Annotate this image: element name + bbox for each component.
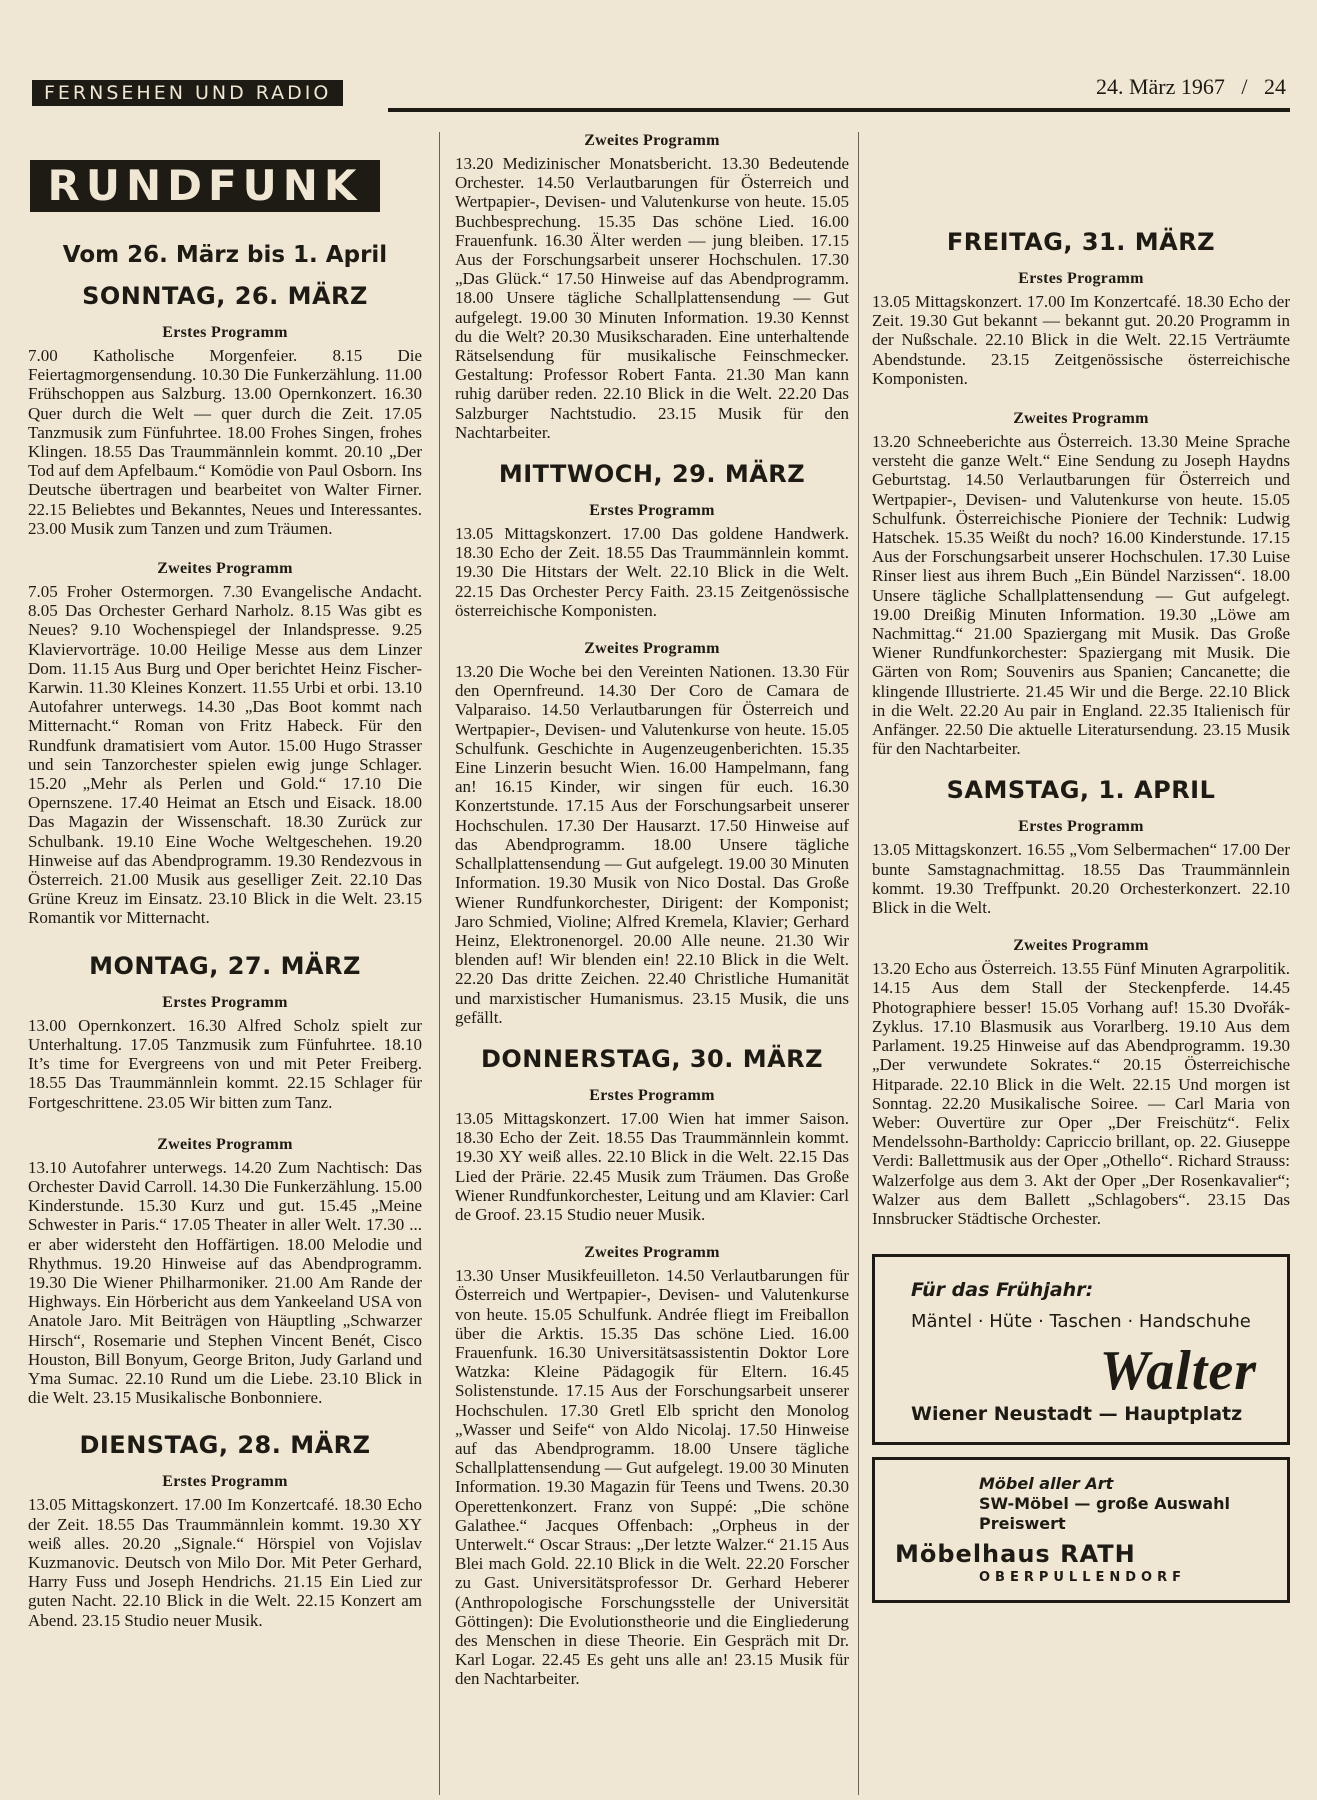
program-label: Zweites Programm bbox=[584, 640, 720, 658]
ad-line: Möbel aller Art bbox=[979, 1474, 1114, 1494]
program-label: Zweites Programm bbox=[1013, 937, 1149, 955]
column-divider bbox=[439, 132, 440, 1795]
program-label: Erstes Programm bbox=[162, 1473, 288, 1491]
program-label: Erstes Programm bbox=[589, 1086, 715, 1104]
program-listing: 13.30 Unser Musikfeuilleton. 14.50 Verlautbarungen für Österreich und Wertpapier-, Devisen- und Valutenkurse von heute. 15.05 Schulfunk. Andrée fliegt im Freiballon über die Arktis. 15.35 Das schöne Lied. 16.00 Frauenfunk. 16.30 Universitätsassistentin Doktor Lore Watzka: Kleine Pädagogik für Eltern. 16.45 Solistenstunde. 17.15 Aus der Forschungsarbeit unserer Hochschulen. 17.30 Gretl Elb spricht den Monolog „Wasser und Seife“ von Aldo Nicolaj. 17.50 Hinweise auf das Abendprogramm. 18.00 Unsere tägliche Schallplattensendung — Gut aufgelegt. 19.00 30 Minuten Information. 19.30 Magazin für Teens und Twens. 20.30 Operettenkonzert. Franz von Suppé: „Die schöne Galathee.“ Jacques Offenbach: „Orpheus in der Unterwelt.“ Oscar Straus: „Der letzte Walzer.“ 21.15 Aus Blei mach Gold. 22.10 Blick in die Welt. 22.20 Forscher zu Gast. Universitätsprofessor Dr. Gerhard Heberer (Anthropologische Forschungsstelle der Universität Göttingen): Die Evolutionstheorie und die Eingliederung des Menschen in diese Theorie. Ein Gespräch mit Dr. Karl Logar. 22.45 Es geht uns alle an! 23.15 Musik für den Nachtarbeiter. bbox=[455, 1266, 849, 1689]
column-1 bbox=[28, 132, 422, 1630]
program-listing: 13.20 Schneeberichte aus Österreich. 13.30 Meine Sprache versteht die ganze Welt.“ Eine Sendung zu Joseph Haydns Geburtstag. 14.50 Verlautbarungen für Österreich und Wertpapier-, Devisen- und Valutenkurse von heute. 15.05 Schulfunk. Österreichische Pioniere der Technik: Ludwig Hatschek. 15.35 Weißt du noch? 16.00 Kinderstunde. 17.15 Aus der Forschungsarbeit unserer Hochschulen. 17.30 Luise Rinser liest aus ihrem Buch „Ein Bündel Narzissen“. 18.00 Unsere tägliche Schallplattensendung — Gut aufgelegt. 19.00 Dreißig Minuten Information. 19.30 „Löwe am Nachmittag.“ 21.00 Spaziergang mit Musik. Das Große Wiener Rundfunkorchester: Spaziergang mit Musik. Die Gärten von Rom; Souvenirs aus Spanien; Cancanette; die klingende Illustrierte. 21.45 Wir und die Berge. 22.10 Blick in die Welt. 22.20 Au pair in England. 22.35 Italienisch für Anfänger. 22.50 Die aktuelle Literatursendung. 23.15 Musik für den Nachtarbeiter. bbox=[872, 432, 1290, 759]
program-label: Erstes Programm bbox=[1018, 818, 1144, 836]
page-header bbox=[28, 70, 1290, 114]
ad-tagline: Für das Frühjahr: bbox=[911, 1279, 1094, 1302]
dateline bbox=[1096, 74, 1286, 100]
day-heading-tuesday: DIENSTAG, 28. MÄRZ bbox=[79, 1431, 371, 1460]
program-listing: 13.20 Die Woche bei den Vereinten Nationen. 13.30 Für den Opernfreund. 14.30 Der Coro de Camara de Valparaiso. 14.50 Verlautbarungen für Österreich und Wertpapier-, Devisen- und Valutenkurse von heute. 15.05 Schulfunk. Geschichte in Augenzeugenberichten. 15.35 Eine Linzerin besucht Wien. 16.00 Hampelmann, fang an! 16.15 Kinder, wir singen für euch. 16.30 Konzertstunde. 17.15 Aus der Forschungsarbeit unserer Hochschulen. 17.30 Der Hausarzt. 17.50 Hinweise auf das Abendprogramm. 18.00 Unsere tägliche Schallplattensendung — Gut aufgelegt. 19.00 30 Minuten Information. 19.30 Musik von Nico Dostal. Das Große Wiener Rundfunkorchester, Dirigent: der Komponist; Jaro Schmied, Violine; Alfred Kremela, Klavier; Gerhard Heinz, Elektronenorgel. 20.00 Alle neune. 21.30 Wir blenden auf! Wir blenden ein! 22.10 Blick in die Welt. 22.20 Das dritte Zeichen. 22.40 Christliche Humanität und marxistischer Humanismus. 23.15 Musik, die uns gefällt. bbox=[455, 662, 849, 1027]
program-label: Erstes Programm bbox=[162, 324, 288, 341]
column-divider bbox=[858, 132, 859, 1795]
program-listing: 13.05 Mittagskonzert. 17.00 Wien hat immer Saison. 18.30 Echo der Zeit. 18.55 Das Traummännlein kommt. 19.30 XY weiß alles. 22.10 Blick in die Welt. 22.15 Das Lied der Prärie. 22.45 Musik zum Träumen. Das Große Wiener Rundfunkorchester, Leitung und am Klavier: Carl de Groof. 23.15 Studio neuer Musik. bbox=[455, 1108, 849, 1224]
program-label: Zweites Programm bbox=[157, 560, 293, 578]
ad-items: Mäntel · Hüte · Taschen · Handschuhe bbox=[911, 1311, 1251, 1333]
program-listing: 13.00 Opernkonzert. 16.30 Alfred Scholz spielt zur Unterhaltung. 17.05 Tanzmusik zum Fünfuhrtee. 18.10 It’s time for Evergreens von und mit Peter Freiberg. 18.55 Das Traummännlein kommt. 22.15 Schlager für Fortgeschrittene. 23.05 Wir bitten zum Tanz. bbox=[28, 1015, 422, 1112]
ad-location: OBERPULLENDORF bbox=[979, 1570, 1186, 1586]
program-label: Zweites Programm bbox=[157, 1135, 293, 1153]
program-listing: 7.05 Froher Ostermorgen. 7.30 Evangelische Andacht. 8.05 Das Orchester Gerhard Narholz. 8.15 Was gibt es Neues? 9.10 Wochenspiegel der Inlandspresse. 9.25 Klaviervorträge. 10.00 Heilige Messe aus dem Linzer Dom. 11.15 Aus Burg und Oper berichtet Heinz Fischer-Karwin. 11.30 Kleines Konzert. 11.55 Urbi et orbi. 13.10 Autofahrer unterwegs. 14.30 „Das Boot kommt nach Mitternacht.“ Roman von Fritz Habeck. Für den Rundfunk dramatisiert vom Autor. 15.00 Hugo Strasser und sein Tanzorchester spielen ewig junge Schlager. 15.20 „Mehr als Perlen und Gold.“ 17.10 Die Opernszene. 17.40 Heimat an Etsch und Eisack. 18.00 Das Magazin der Wissenschaft. 18.30 Zurück zur Schulbank. 19.10 Eine Woche Weltgeschehen. 19.20 Hinweise auf das Abendprogramm. 19.30 Rendezvous in Österreich. 21.00 Musik aus geselliger Zeit. 22.10 Das Grüne Kreuz im Einsatz. 23.10 Blick in die Welt. 23.15 Romantik vor Mitternacht. bbox=[28, 582, 422, 928]
day-heading-thursday: DONNERSTAG, 30. MÄRZ bbox=[480, 1044, 824, 1073]
program-listing: 13.20 Echo aus Österreich. 13.55 Fünf Minuten Agrarpolitik. 14.15 Aus dem Stall der Steckenpferde. 14.45 Photographiere besser! 15.05 Vorhang auf! 15.30 Dvořák-Zyklus. 17.10 Blasmusik aus Vorarlberg. 19.10 Aus dem Parlament. 19.25 Hinweise auf das Abendprogramm. 19.30 „Der verwundete Sokrates.“ 20.15 Österreichische Hitparade. 22.10 Blick in die Welt. 22.15 Und morgen ist Sonntag. 22.20 Musikalische Soiree. — Carl Maria von Weber: Ouvertüre zur Oper „Der Freischütz“. Felix Mendelssohn-Bartholdy: Capriccio brillant, op. 22. Giuseppe Verdi: Ballettmusik aus der Oper „Othello“. Richard Strauss: Walzerfolge aus dem 3. Akt der Oper „Der Rosenkavalier“; Walzer aus dem Ballett „Schlagobers“. 23.15 Das Innsbrucker Städtische Orchester. bbox=[872, 959, 1290, 1228]
program-label: Erstes Programm bbox=[1018, 270, 1144, 287]
ad-address: Wiener Neustadt — Hauptplatz bbox=[911, 1403, 1243, 1426]
day-heading-monday: MONTAG, 27. MÄRZ bbox=[89, 951, 361, 980]
date-separator: / bbox=[1241, 74, 1248, 99]
program-label: Zweites Programm bbox=[584, 1244, 720, 1262]
ad-brand: Walter bbox=[1099, 1340, 1257, 1403]
day-heading-wednesday: MITTWOCH, 29. MÄRZ bbox=[498, 460, 806, 489]
ad-brand: Möbelhaus RATH bbox=[895, 1540, 1136, 1569]
program-label: Zweites Programm bbox=[1013, 410, 1149, 428]
page-number: 24 bbox=[1264, 74, 1286, 99]
column-2 bbox=[455, 132, 849, 1689]
ad-line: SW-Möbel — große Auswahl bbox=[979, 1494, 1230, 1514]
section-kicker: FERNSEHEN UND RADIO bbox=[32, 80, 343, 106]
program-label: Erstes Programm bbox=[162, 993, 288, 1011]
program-listing: 13.05 Mittagskonzert. 17.00 Im Konzertcafé. 18.30 Echo der Zeit. 18.55 Das Traummännlein kommt. 19.30 XY weiß alles. 20.20 „Signale.“ Hörspiel von Vojislav Kuzmanovic. Deutsch von Milo Dor. Mit Peter Gerhard, Harry Fuss und Joseph Hendrichs. 21.15 Ein Lied zur guten Nacht. 22.10 Blick in die Welt. 22.15 Konzert am Abend. 23.15 Studio neuer Musik. bbox=[28, 1495, 422, 1630]
program-listing: 7.00 Katholische Morgenfeier. 8.15 Die Feiertagmorgensendung. 10.30 Die Funkerzählung. 11.00 Frühschoppen aus Salzburg. 13.00 Opernkonzert. 16.30 Quer durch die Welt — quer durch die Zeit. 17.05 Tanzmusik zum Fünfuhrtee. 18.00 Frohes Singen, frohes Klingen. 18.55 Das Traummännlein kommt. 20.10 „Der Tod auf dem Apfelbaum.“ Komödie von Paul Osborn. Ins Deutsche übertragen und bearbeitet von Walter Firner. 22.15 Beliebtes und Bekanntes, Neues und Interessantes. 23.00 Musik zum Tanzen und zum Träumen. bbox=[28, 346, 422, 538]
program-listing: 13.20 Medizinischer Monatsbericht. 13.30 Bedeutende Orchester. 14.50 Verlautbarungen für Österreich und Wertpapier-, Devisen- und Valutenkurse von heute. 15.05 Buchbesprechung. 15.35 Das schöne Lied. 16.00 Frauenfunk. 16.30 Älter werden — jung bleiben. 17.15 Aus der Forschungsarbeit unserer Hochschulen. 17.30 „Das Glück.“ 17.50 Hinweise auf das Abendprogramm. 18.00 Unsere tägliche Schallplattensendung — Gut aufgelegt. 19.00 30 Minuten Information. 19.30 Kennst du die Welt? 20.30 Musikscharaden. Eine unterhaltende Rätselsendung für musikalische Feinschmecker. Gestaltung: Professor Robert Fanta. 21.30 Man kann ruhig darüber reden. 22.10 Blick in die Welt. 22.20 Das Salzburger Nachtstudio. 23.15 Musik für den Nachtarbeiter. bbox=[455, 154, 849, 442]
newspaper-page bbox=[28, 70, 1290, 1795]
program-label: Zweites Programm bbox=[584, 132, 720, 149]
week-range: Vom 26. März bis 1. April bbox=[62, 242, 388, 268]
day-heading-sunday: SONNTAG, 26. MÄRZ bbox=[82, 282, 368, 310]
program-label: Erstes Programm bbox=[589, 502, 715, 520]
program-listing: 13.05 Mittagskonzert. 17.00 Im Konzertcafé. 18.30 Echo der Zeit. 19.30 Gut bekannt — bekannt gut. 20.20 Programm in der Nußschale. 22.10 Blick in die Welt. 22.15 Verträumte Abendstunde. 23.15 Zeitgenössische österreichische Komponisten. bbox=[872, 292, 1290, 388]
day-heading-friday: FREITAG, 31. MÄRZ bbox=[946, 228, 1216, 256]
day-heading-saturday: SAMSTAG, 1. APRIL bbox=[946, 776, 1216, 805]
header-rule bbox=[388, 108, 1290, 112]
advertisement-walter bbox=[872, 1254, 1290, 1445]
ad-line: Preiswert bbox=[979, 1514, 1066, 1534]
program-listing: 13.05 Mittagskonzert. 16.55 „Vom Selbermachen“ 17.00 Der bunte Samstagnachmittag. 18.55 Das Traummännlein kommt. 19.30 Treffpunkt. 20.20 Orchesterkonzert. 22.10 Blick in die Welt. bbox=[872, 840, 1290, 918]
program-listing: 13.10 Autofahrer unterwegs. 14.20 Zum Nachtisch: Das Orchester David Carroll. 14.30 Die Funkerzählung. 15.00 Kinderstunde. 15.30 Kurz und gut. 15.45 „Meine Schwester in Paris.“ 17.05 Theater in aller Welt. 17.30 ... er aber widersteht den Hoffärtigen. 18.00 Melodie und Rhythmus. 19.20 Hinweise auf das Abendprogramm. 19.30 Die Wiener Philharmoniker. 21.00 Am Rande der Highways. Ein Hörbericht aus dem Yankeeland USA von Anatole Jaro. Mit Beiträgen von Häuptling „Schwarzer Hirsch“, Rosemarie und Stephen Vincent Benét, Cisco Houston, Bill Bonyum, George Briton, Judy Garland und Yma Sumac. 22.10 Rund um die Liebe. 23.10 Blick in die Welt. 23.15 Musikalische Bonbonniere. bbox=[28, 1157, 422, 1408]
advertisement-rath bbox=[872, 1457, 1290, 1603]
column-3 bbox=[872, 132, 1290, 1603]
program-listing: 13.05 Mittagskonzert. 17.00 Das goldene Handwerk. 18.30 Echo der Zeit. 18.55 Das Traummännlein kommt. 19.30 Die Hitstars der Welt. 22.10 Blick in die Welt. 22.15 Das Orchester Percy Faith. 23.15 Zeitgenössische österreichische Komponisten. bbox=[455, 524, 849, 620]
issue-date: 24. März 1967 bbox=[1095, 74, 1225, 99]
rundfunk-banner: RUNDFUNK bbox=[30, 160, 380, 212]
